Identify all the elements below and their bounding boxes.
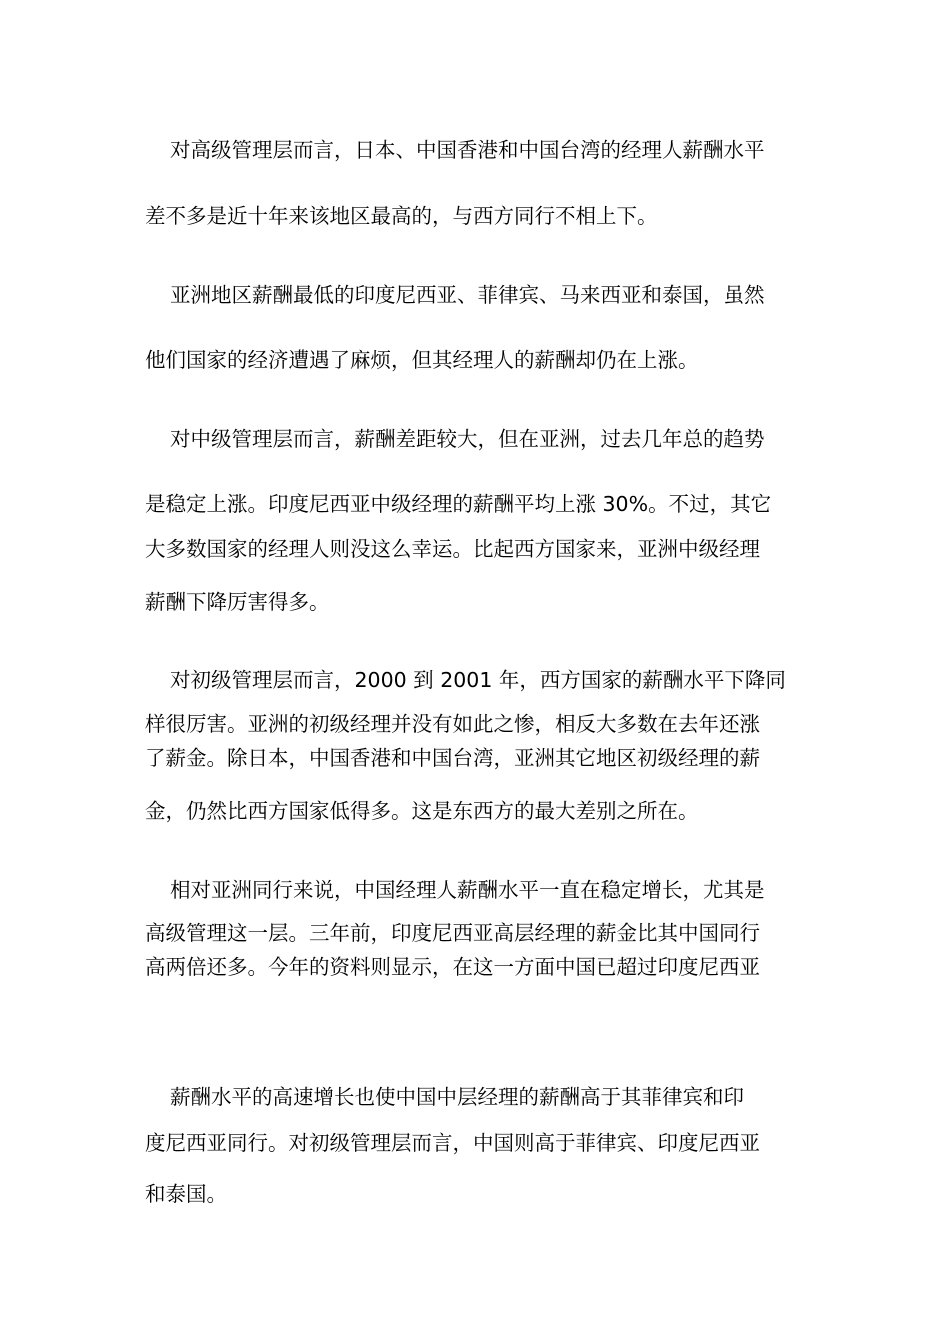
paragraph-1-line-1: 对高级管理层而言，日本、中国香港和中国台湾的经理人薪酬水平 [170, 138, 765, 162]
paragraph-5-line-3: 高两倍还多。今年的资料则显示，在这一方面中国已超过印度尼西亚 [145, 955, 760, 979]
paragraph-4-line-4: 金，仍然比西方国家低得多。这是东西方的最大差别之所在。 [145, 799, 699, 823]
paragraph-6-line-3: 和泰国。 [145, 1182, 227, 1206]
paragraph-5-line-2: 高级管理这一层。三年前，印度尼西亚高层经理的薪金比其中国同行 [145, 921, 760, 945]
paragraph-4-line-1: 对初级管理层而言，2000 到 2001 年，西方国家的薪酬水平下降同 [170, 668, 786, 692]
paragraph-5-line-1: 相对亚洲同行来说，中国经理人薪酬水平一直在稳定增长，尤其是 [170, 878, 765, 902]
paragraph-3-line-3: 大多数国家的经理人则没这么幸运。比起西方国家来，亚洲中级经理 [145, 537, 760, 561]
paragraph-3-line-1: 对中级管理层而言，薪酬差距较大，但在亚洲，过去几年总的趋势 [170, 427, 765, 451]
paragraph-2-line-1: 亚洲地区薪酬最低的印度尼西亚、菲律宾、马来西亚和泰国，虽然 [170, 283, 765, 307]
paragraph-4-line-3: 了薪金。除日本，中国香港和中国台湾，亚洲其它地区初级经理的薪 [145, 746, 760, 770]
paragraph-3-line-2: 是稳定上涨。印度尼西亚中级经理的薪酬平均上涨 30%。不过，其它 [145, 492, 772, 516]
paragraph-6-line-2: 度尼西亚同行。对初级管理层而言，中国则高于菲律宾、印度尼西亚 [145, 1131, 760, 1155]
paragraph-3-line-4: 薪酬下降厉害得多。 [145, 590, 330, 614]
paragraph-2-line-2: 他们国家的经济遭遇了麻烦，但其经理人的薪酬却仍在上涨。 [145, 348, 699, 372]
paragraph-6-line-1: 薪酬水平的高速增长也使中国中层经理的薪酬高于其菲律宾和印 [170, 1085, 744, 1109]
paragraph-4-line-2: 样很厉害。亚洲的初级经理并没有如此之惨，相反大多数在去年还涨 [145, 712, 760, 736]
paragraph-1-line-2: 差不多是近十年来该地区最高的，与西方同行不相上下。 [145, 204, 658, 228]
